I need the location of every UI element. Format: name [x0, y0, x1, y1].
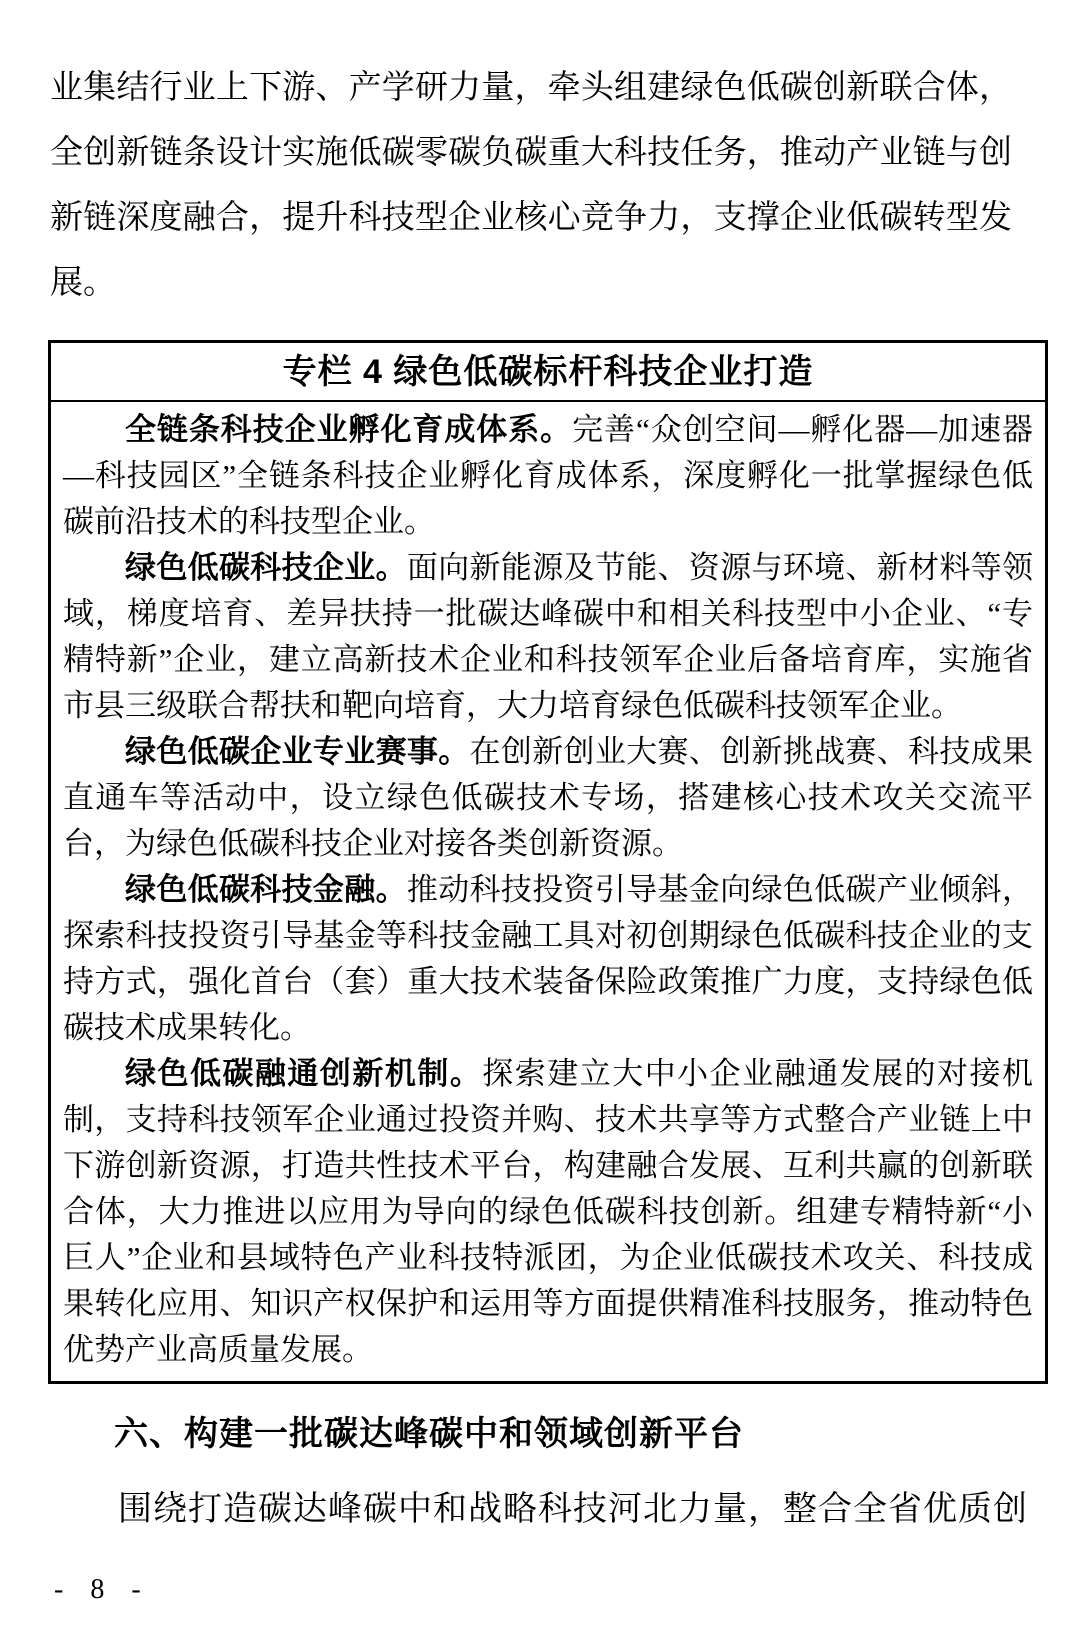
box-paragraph-lead: 绿色低碳科技企业。 — [125, 550, 407, 585]
box-paragraph-lead: 全链条科技企业孵化育成体系。 — [125, 412, 573, 447]
box-paragraph-text: 完善“众创空间—孵化器—加速器—科技园区”全链条科技企业孵化育成体系，深度孵化一批掌握绿色低碳前沿技术的科技型企业。 — [63, 412, 1034, 539]
box-paragraph-text: 推动科技投资引导基金向绿色低碳产业倾斜，探索科技投资引导基金等科技金融工具对初创期绿色低碳科技企业的支持方式，强化首台（套）重大技术装备保险政策推广力度，支持绿色低碳技术成果转化。 — [63, 872, 1034, 1045]
box-paragraph-text: 在创新创业大赛、创新挑战赛、科技成果直通车等活动中，设立绿色低碳技术专场，搭建核心技术攻关交流平台，为绿色低碳科技企业对接各类创新资源。 — [63, 734, 1034, 861]
intro-paragraph: 业集结行业上下游、产学研力量，牵头组建绿色低碳创新联合体，全创新链条设计实施低碳零碳负碳重大科技任务，推动产业链与创新链深度融合，提升科技型企业核心竞争力，支撑企业低碳转型发展。 — [50, 70, 1012, 301]
box-paragraph — [63, 407, 1033, 545]
box-paragraph-text: 面向新能源及节能、资源与环境、新材料等领域，梯度培育、差异扶持一批碳达峰碳中和相关科技型中小企业、“专精特新”企业，建立高新技术企业和科技领军企业后备培育库，实施省市县三级联合帮扶和靶向培育，大力培育绿色低碳科技领军企业。 — [63, 550, 1034, 723]
box-paragraph — [63, 545, 1033, 729]
box-paragraph-lead: 绿色低碳企业专业赛事。 — [125, 734, 470, 769]
closing-paragraph: 围绕打造碳达峰碳中和战略科技河北力量，整合全省优质创 — [118, 1491, 1028, 1528]
box-body — [51, 402, 1045, 1381]
box-paragraph — [63, 867, 1033, 1051]
box-title: 专栏 4 绿色低碳标杆科技企业打造 — [51, 343, 1045, 402]
page-number: - 8 - — [54, 1574, 151, 1605]
section-heading: 六、构建一批碳达峰碳中和领域创新平台 — [114, 1415, 744, 1453]
box-paragraph — [63, 729, 1033, 867]
box-paragraph-text: 探索建立大中小企业融通发展的对接机制，支持科技领军企业通过投资并购、技术共享等方式整合产业链上中下游创新资源，打造共性技术平台，构建融合发展、互利共赢的创新联合体，大力推进以应用为导向的绿色低碳科技创新。组建专精特新“小巨人”企业和县域特色产业科技特派团，为企业低碳技术攻关、科技成果转化应用、知识产权保护和运用等方面提供精准科技服务，推动特色优势产业高质量发展。 — [63, 1056, 1033, 1367]
box-paragraph — [63, 1051, 1033, 1373]
box-paragraph-lead: 绿色低碳融通创新机制。 — [125, 1056, 483, 1091]
callout-box — [48, 340, 1048, 1384]
box-paragraph-lead: 绿色低碳科技金融。 — [125, 872, 407, 907]
